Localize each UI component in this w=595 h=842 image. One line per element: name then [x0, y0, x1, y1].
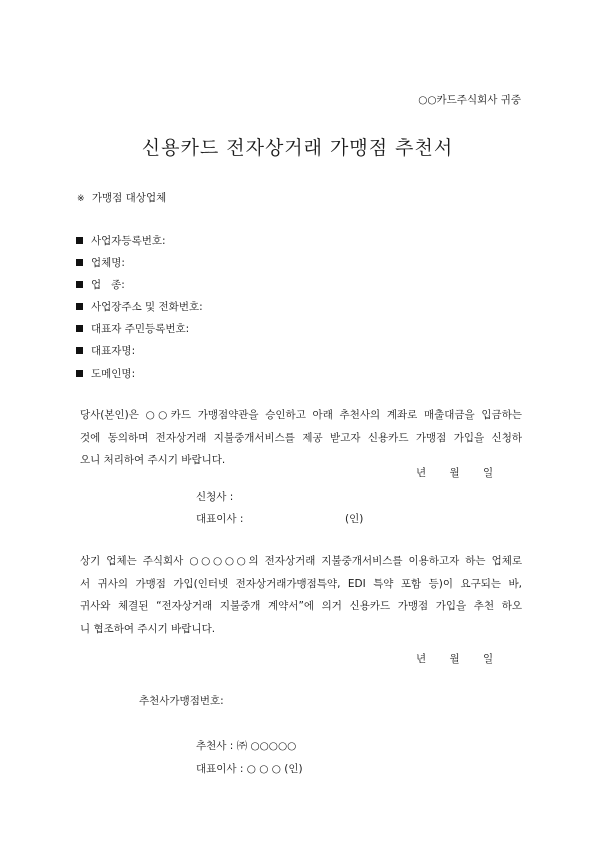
- field-label: 업체명:: [91, 257, 125, 269]
- section-label: 가맹점 대상업체: [91, 192, 167, 204]
- paragraph-line: 서 귀사의 가맹점 가입(인터넷 전자상거래가맹점특약, EDI 특약 포함 등)이 요구되는 바,: [80, 577, 522, 590]
- reference-mark-icon: ※: [77, 194, 85, 204]
- date-month: 월: [449, 653, 460, 665]
- addressee: ○○카드주식회사 귀중: [418, 94, 521, 106]
- representative-label: 대표이사 :: [196, 513, 244, 525]
- field-address-phone: [76, 299, 203, 314]
- date-day: 일: [483, 653, 494, 665]
- field-label: 사업자등록번호:: [91, 235, 166, 247]
- page-title: 신용카드 전자상거래 가맹점 추천서: [141, 137, 454, 159]
- paragraph-line: 귀사와 체결된 “전자상거래 지불중개 계약서”에 의거 신용카드 가맹점 가입을 추천 하오: [80, 600, 522, 612]
- field-company-name: [76, 255, 125, 270]
- application-paragraph: [80, 404, 522, 472]
- paragraph-line: 오니 처리하여 주시기 바랍니다.: [80, 454, 226, 466]
- applicant-label: 신청사 :: [196, 491, 234, 503]
- paragraph-line: 것에 동의하며 전자상거래 지불중개서비스를 제공 받고자 신용카드 가맹점 가입을 신청하: [80, 431, 522, 444]
- square-bullet-icon: [76, 370, 83, 377]
- recommender-company: 추천사 : ㈜ ○○○○○: [196, 740, 297, 752]
- field-representative-id: [76, 321, 189, 336]
- date-line: [416, 465, 493, 480]
- section-header: [77, 190, 166, 205]
- field-label: 사업장주소 및 전화번호:: [91, 301, 203, 313]
- recommender-merchant-number: 추천사가맹점번호:: [139, 695, 224, 707]
- date-year: 년: [416, 653, 427, 665]
- field-representative-name: [76, 343, 135, 358]
- paragraph-line: 상기 업체는 주식회사 ○○○○○의 전자상거래 지불중개서비스를 이용하고자 하는 업체로: [80, 555, 522, 567]
- date-line: [416, 651, 493, 666]
- square-bullet-icon: [76, 237, 83, 244]
- date-day: 일: [483, 467, 494, 479]
- field-business-type: [76, 277, 125, 292]
- seal-placeholder: (인): [345, 513, 364, 525]
- paragraph-line: 당사(본인)은 ○○카드 가맹점약관을 승인하고 아래 추천사의 계좌로 매출대금을 입금하는: [80, 409, 522, 421]
- square-bullet-icon: [76, 347, 83, 354]
- square-bullet-icon: [76, 259, 83, 266]
- recommender-representative: 대표이사 : ○ ○ ○ (인): [196, 763, 303, 775]
- recommendation-paragraph: [80, 550, 522, 640]
- field-label: 도메인명:: [91, 368, 136, 380]
- square-bullet-icon: [76, 303, 83, 310]
- field-label: 대표자명:: [91, 345, 136, 357]
- field-business-registration-number: [76, 233, 166, 248]
- date-year: 년: [416, 467, 427, 479]
- field-label: 업 종:: [91, 279, 125, 291]
- square-bullet-icon: [76, 325, 83, 332]
- paragraph-line: 니 협조하여 주시기 바랍니다.: [80, 622, 216, 635]
- field-label: 대표자 주민등록번호:: [91, 323, 190, 335]
- square-bullet-icon: [76, 281, 83, 288]
- field-domain-name: [76, 366, 135, 381]
- date-month: 월: [449, 467, 460, 479]
